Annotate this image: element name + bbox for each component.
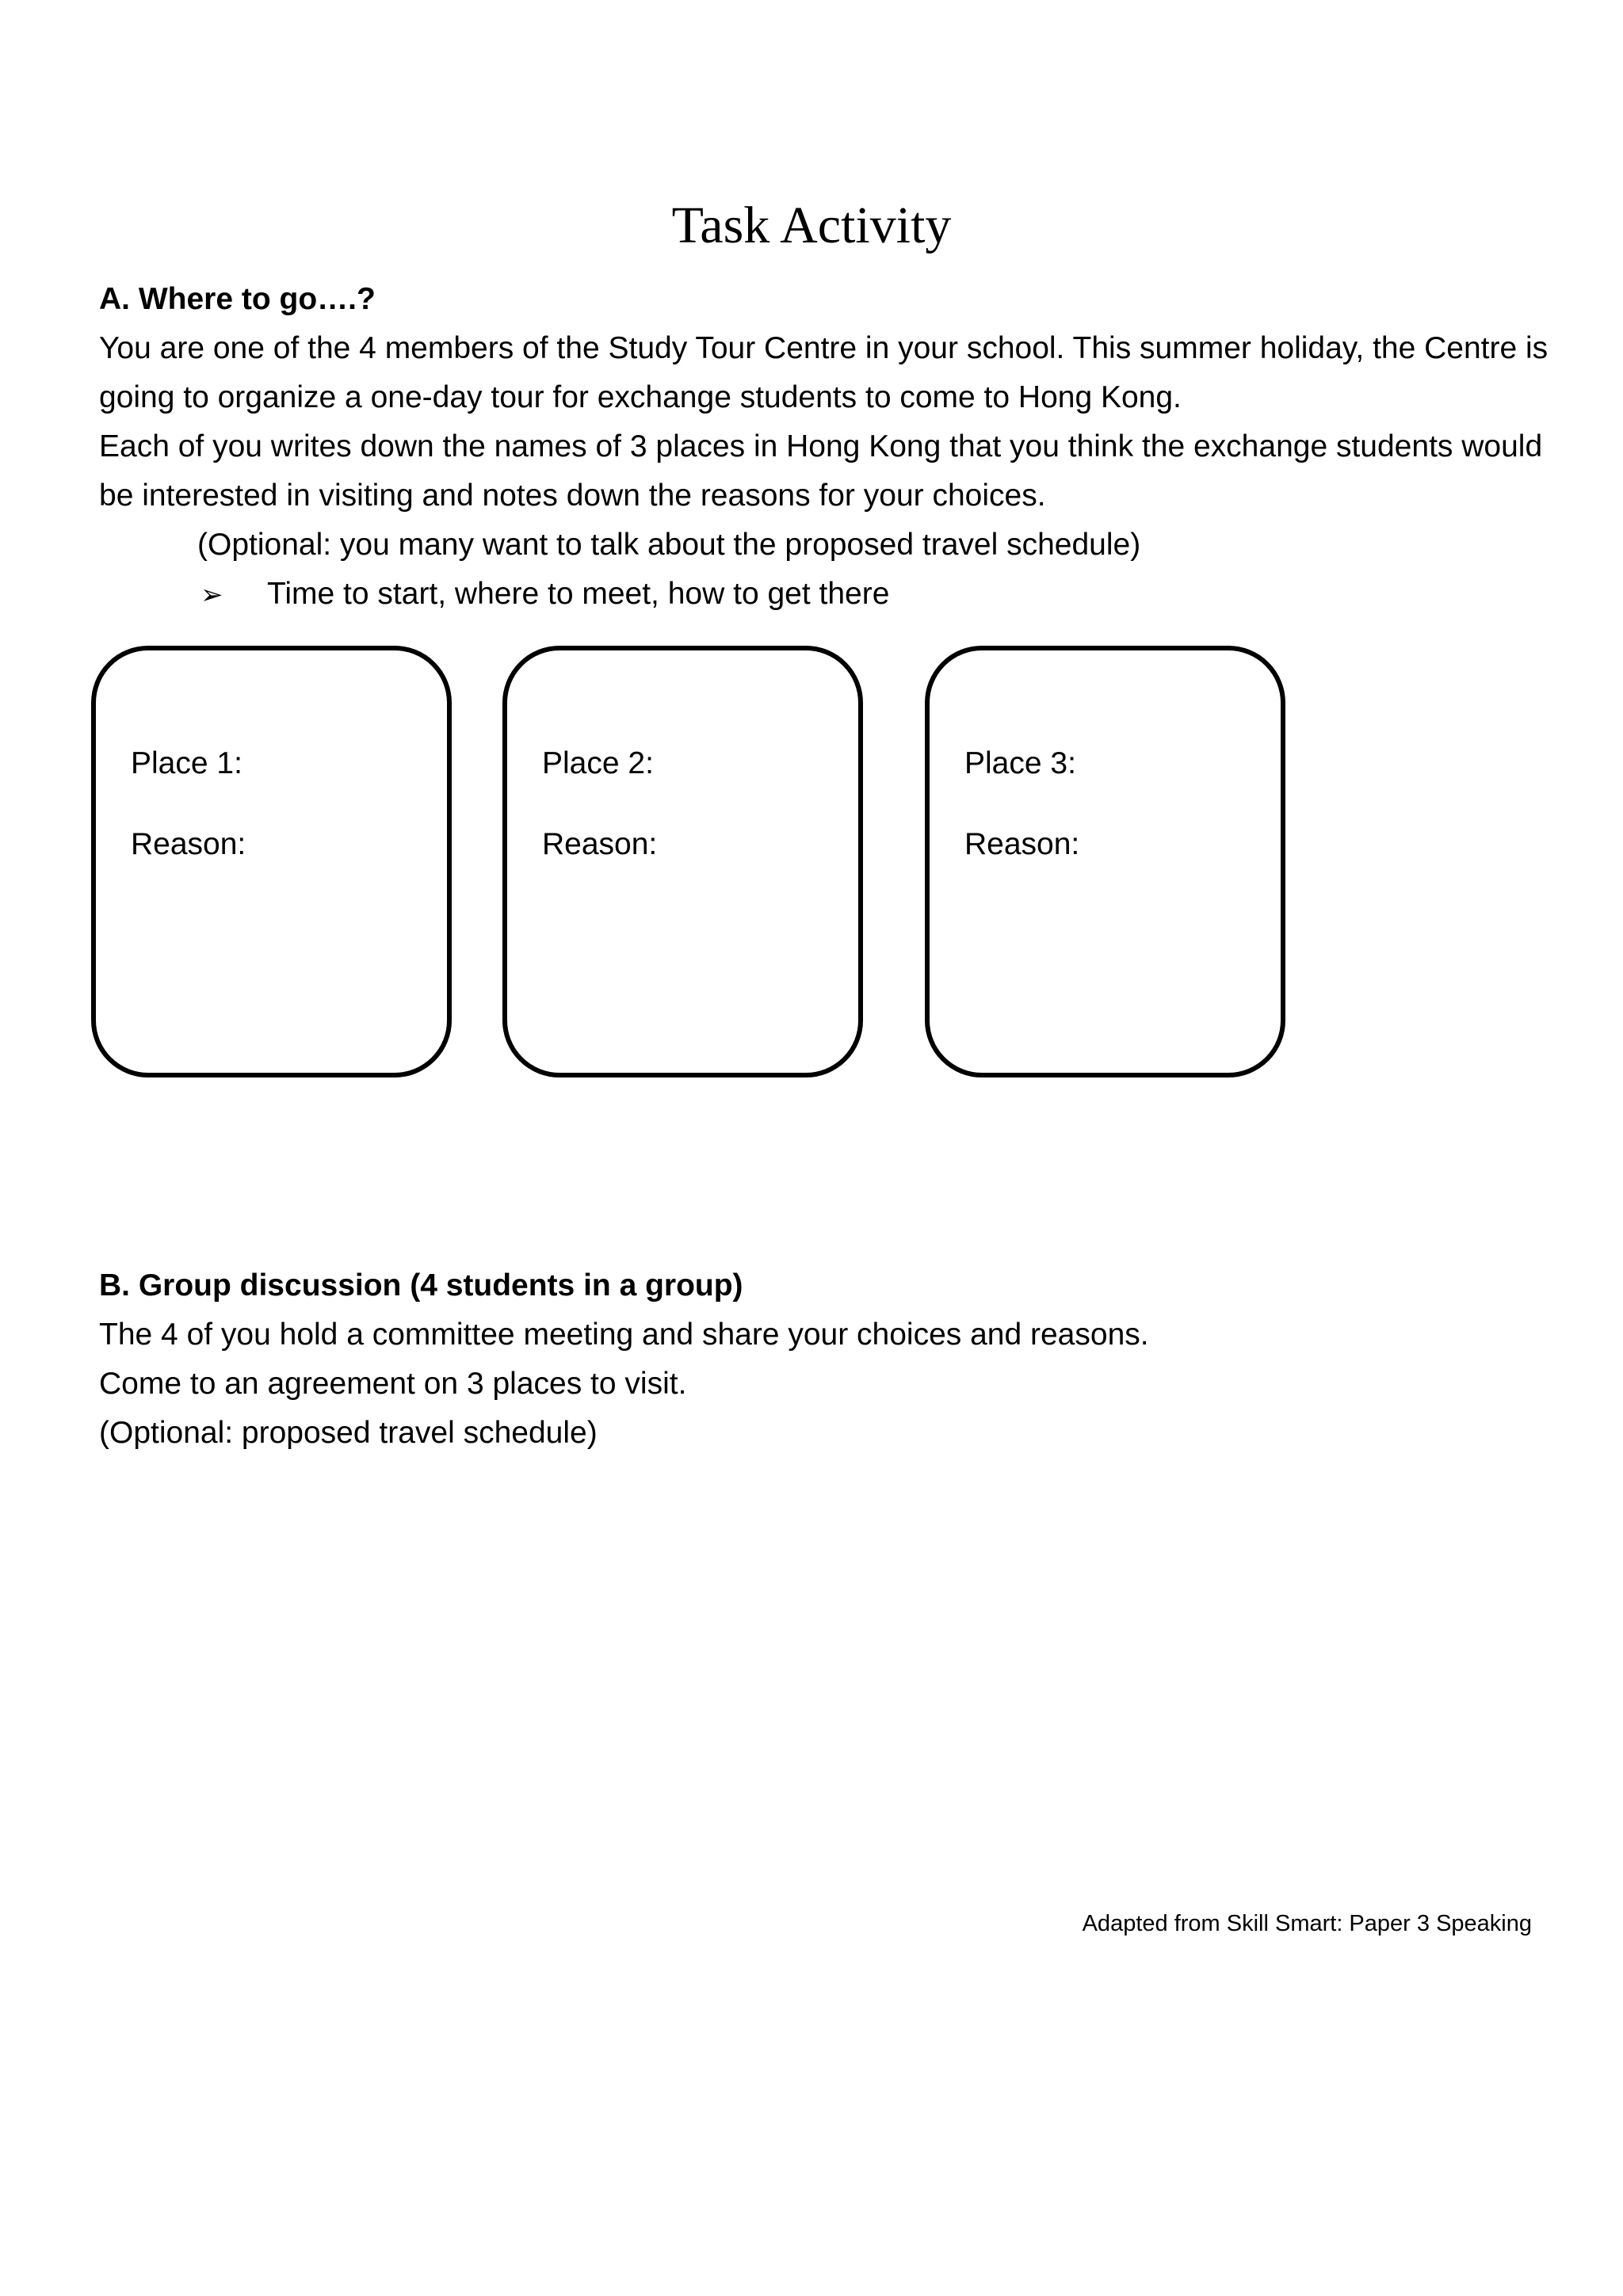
place-label: Place 3: — [964, 746, 1076, 780]
place-boxes — [91, 646, 1296, 1074]
section-b-line-3: (Optional: proposed travel schedule) — [99, 1416, 598, 1450]
place-box-3 — [925, 646, 1285, 1077]
section-b-heading: B. Group discussion (4 students in a group) — [99, 1268, 743, 1302]
section-b-line-1: The 4 of you hold a committee meeting and share your choices and reasons. — [99, 1318, 1149, 1352]
bullet-item — [99, 570, 1549, 620]
place-label: Place 2: — [542, 746, 654, 780]
reason-label: Reason: — [131, 827, 246, 861]
section-a-paragraph-1: You are one of the 4 members of the Study Tour Centre in your school. This summer holiday, the Centre is going to organize a one-day tour for exchange students to come to Hong Kong. — [99, 331, 1549, 414]
section-a-heading: A. Where to go….? — [99, 282, 376, 316]
section-b-line-2: Come to an agreement on 3 places to visit. — [99, 1367, 687, 1401]
footer-credit: Adapted from Skill Smart: Paper 3 Speaking — [1082, 1911, 1532, 1936]
bullet-text: Time to start, where to meet, how to get there — [267, 577, 890, 611]
section-a-paragraph-2: Each of you writes down the names of 3 places in Hong Kong that you think the exchange students would be interested in visiting and notes down the reasons for your choices. — [99, 429, 1543, 513]
optional-note: (Optional: you many want to talk about the proposed travel schedule) — [197, 528, 1141, 562]
page-title: Task Activity — [671, 196, 952, 254]
arrow-bullet-icon: ➢ — [200, 580, 223, 610]
section-b — [99, 1261, 1549, 1458]
place-label: Place 1: — [131, 746, 242, 780]
reason-label: Reason: — [964, 827, 1080, 861]
place-box-2 — [502, 646, 863, 1077]
section-a — [99, 275, 1549, 620]
place-box-1 — [91, 646, 452, 1077]
reason-label: Reason: — [542, 827, 658, 861]
